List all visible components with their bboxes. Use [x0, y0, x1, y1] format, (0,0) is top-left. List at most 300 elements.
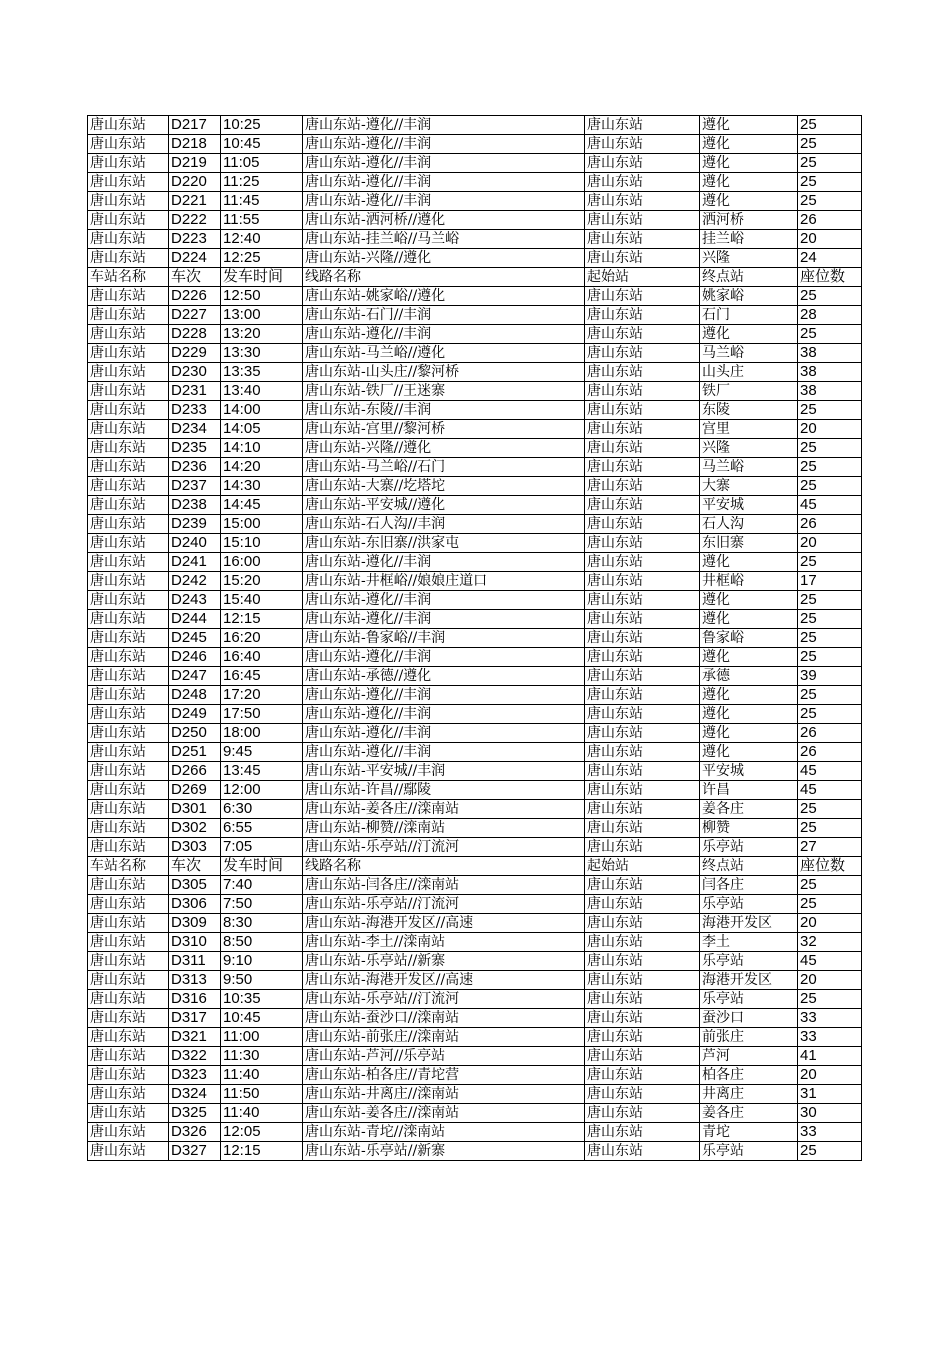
train-number-cell: D241 [169, 553, 221, 572]
route-name-cell: 唐山东站-平安城//遵化 [303, 496, 585, 515]
train-number-cell: D327 [169, 1142, 221, 1161]
departure-time-cell: 11:40 [221, 1066, 303, 1085]
train-number-cell: D222 [169, 211, 221, 230]
table-row [88, 401, 862, 420]
seat-count-cell: 45 [798, 952, 862, 971]
station-cell: 唐山东站 [88, 819, 169, 838]
train-number-cell: D227 [169, 306, 221, 325]
origin-station-cell: 唐山东站 [585, 382, 700, 401]
train-number-cell: D301 [169, 800, 221, 819]
terminal-station-cell: 遵化 [700, 648, 798, 667]
station-cell: 唐山东站 [88, 420, 169, 439]
terminal-station-cell: 东陵 [700, 401, 798, 420]
route-name-cell: 唐山东站-遵化//丰润 [303, 192, 585, 211]
route-name-cell: 唐山东站-柳赞//滦南站 [303, 819, 585, 838]
station-cell: 唐山东站 [88, 724, 169, 743]
origin-station-cell: 唐山东站 [585, 458, 700, 477]
station-cell: 唐山东站 [88, 781, 169, 800]
route-name-cell: 唐山东站-东旧寨//洪家屯 [303, 534, 585, 553]
origin-station-cell: 唐山东站 [585, 724, 700, 743]
origin-station-cell: 唐山东站 [585, 1009, 700, 1028]
departure-time-cell: 13:00 [221, 306, 303, 325]
table-row [88, 648, 862, 667]
station-cell: 唐山东站 [88, 211, 169, 230]
origin-station-cell: 唐山东站 [585, 363, 700, 382]
station-cell: 唐山东站 [88, 439, 169, 458]
route-name-cell: 唐山东站-乐亭站//汀流河 [303, 990, 585, 1009]
train-number-cell: D243 [169, 591, 221, 610]
terminal-station-cell: 遵化 [700, 743, 798, 762]
table-row [88, 173, 862, 192]
origin-station-cell: 唐山东站 [585, 306, 700, 325]
table-row [88, 667, 862, 686]
train-number-cell: D233 [169, 401, 221, 420]
seat-count-cell: 24 [798, 249, 862, 268]
table-row [88, 1028, 862, 1047]
seat-count-cell: 25 [798, 325, 862, 344]
station-cell: 唐山东站 [88, 363, 169, 382]
seat-count-cell: 25 [798, 610, 862, 629]
route-name-cell: 唐山东站-蚕沙口//滦南站 [303, 1009, 585, 1028]
route-name-cell: 唐山东站-姚家峪//遵化 [303, 287, 585, 306]
column-header: 起始站 [585, 857, 700, 876]
table-row [88, 1104, 862, 1123]
terminal-station-cell: 平安城 [700, 762, 798, 781]
departure-time-cell: 18:00 [221, 724, 303, 743]
origin-station-cell: 唐山东站 [585, 154, 700, 173]
terminal-station-cell: 柳赞 [700, 819, 798, 838]
origin-station-cell: 唐山东站 [585, 1066, 700, 1085]
origin-station-cell: 唐山东站 [585, 401, 700, 420]
terminal-station-cell: 遵化 [700, 591, 798, 610]
seat-count-cell: 39 [798, 667, 862, 686]
origin-station-cell: 唐山东站 [585, 971, 700, 990]
departure-time-cell: 11:05 [221, 154, 303, 173]
station-cell: 唐山东站 [88, 116, 169, 135]
origin-station-cell: 唐山东站 [585, 838, 700, 857]
terminal-station-cell: 兴隆 [700, 439, 798, 458]
origin-station-cell: 唐山东站 [585, 762, 700, 781]
train-number-cell: D306 [169, 895, 221, 914]
seat-count-cell: 20 [798, 230, 862, 249]
departure-time-cell: 6:55 [221, 819, 303, 838]
station-cell: 唐山东站 [88, 591, 169, 610]
terminal-station-cell: 乐亭站 [700, 895, 798, 914]
table-row [88, 382, 862, 401]
route-name-cell: 唐山东站-洒河桥//遵化 [303, 211, 585, 230]
origin-station-cell: 唐山东站 [585, 667, 700, 686]
route-name-cell: 唐山东站-前张庄//滦南站 [303, 1028, 585, 1047]
seat-count-cell: 25 [798, 477, 862, 496]
departure-time-cell: 11:00 [221, 1028, 303, 1047]
seat-count-cell: 25 [798, 135, 862, 154]
terminal-station-cell: 柏各庄 [700, 1066, 798, 1085]
bus-schedule-table [87, 115, 862, 1161]
table-row [88, 515, 862, 534]
table-row [88, 724, 862, 743]
table-row [88, 686, 862, 705]
origin-station-cell: 唐山东站 [585, 287, 700, 306]
seat-count-cell: 25 [798, 591, 862, 610]
route-name-cell: 唐山东站-遵化//丰润 [303, 135, 585, 154]
origin-station-cell: 唐山东站 [585, 914, 700, 933]
seat-count-cell: 32 [798, 933, 862, 952]
terminal-station-cell: 马兰峪 [700, 458, 798, 477]
departure-time-cell: 12:05 [221, 1123, 303, 1142]
station-cell: 唐山东站 [88, 648, 169, 667]
train-number-cell: D226 [169, 287, 221, 306]
terminal-station-cell: 遵化 [700, 610, 798, 629]
terminal-station-cell: 遵化 [700, 154, 798, 173]
terminal-station-cell: 石门 [700, 306, 798, 325]
seat-count-cell: 33 [798, 1123, 862, 1142]
departure-time-cell: 14:10 [221, 439, 303, 458]
origin-station-cell: 唐山东站 [585, 420, 700, 439]
origin-station-cell: 唐山东站 [585, 743, 700, 762]
route-name-cell: 唐山东站-许昌//鄢陵 [303, 781, 585, 800]
station-cell: 唐山东站 [88, 610, 169, 629]
table-row [88, 800, 862, 819]
route-name-cell: 唐山东站-遵化//丰润 [303, 743, 585, 762]
station-cell: 唐山东站 [88, 325, 169, 344]
table-row [88, 591, 862, 610]
route-name-cell: 唐山东站-山头庄//黎河桥 [303, 363, 585, 382]
departure-time-cell: 13:45 [221, 762, 303, 781]
origin-station-cell: 唐山东站 [585, 344, 700, 363]
station-cell: 唐山东站 [88, 1066, 169, 1085]
table-header-row [88, 857, 862, 876]
table-row [88, 572, 862, 591]
terminal-station-cell: 大寨 [700, 477, 798, 496]
column-header: 发车时间 [221, 268, 303, 287]
table-row [88, 705, 862, 724]
departure-time-cell: 6:30 [221, 800, 303, 819]
terminal-station-cell: 姜各庄 [700, 800, 798, 819]
seat-count-cell: 25 [798, 705, 862, 724]
station-cell: 唐山东站 [88, 154, 169, 173]
terminal-station-cell: 遵化 [700, 116, 798, 135]
origin-station-cell: 唐山东站 [585, 819, 700, 838]
departure-time-cell: 16:45 [221, 667, 303, 686]
train-number-cell: D316 [169, 990, 221, 1009]
origin-station-cell: 唐山东站 [585, 648, 700, 667]
departure-time-cell: 13:40 [221, 382, 303, 401]
station-cell: 唐山东站 [88, 135, 169, 154]
route-name-cell: 唐山东站-铁厂//王迷寨 [303, 382, 585, 401]
train-number-cell: D242 [169, 572, 221, 591]
column-header: 发车时间 [221, 857, 303, 876]
seat-count-cell: 45 [798, 762, 862, 781]
column-header: 线路名称 [303, 857, 585, 876]
origin-station-cell: 唐山东站 [585, 553, 700, 572]
table-row [88, 496, 862, 515]
seat-count-cell: 25 [798, 401, 862, 420]
train-number-cell: D322 [169, 1047, 221, 1066]
route-name-cell: 唐山东站-闫各庄//滦南站 [303, 876, 585, 895]
train-number-cell: D326 [169, 1123, 221, 1142]
origin-station-cell: 唐山东站 [585, 800, 700, 819]
terminal-station-cell: 乐亭站 [700, 838, 798, 857]
origin-station-cell: 唐山东站 [585, 477, 700, 496]
route-name-cell: 唐山东站-乐亭站//新寨 [303, 1142, 585, 1161]
departure-time-cell: 16:20 [221, 629, 303, 648]
station-cell: 唐山东站 [88, 572, 169, 591]
seat-count-cell: 20 [798, 971, 862, 990]
station-cell: 唐山东站 [88, 458, 169, 477]
train-number-cell: D220 [169, 173, 221, 192]
seat-count-cell: 25 [798, 895, 862, 914]
train-number-cell: D310 [169, 933, 221, 952]
station-cell: 唐山东站 [88, 534, 169, 553]
table-row [88, 344, 862, 363]
departure-time-cell: 14:20 [221, 458, 303, 477]
train-number-cell: D238 [169, 496, 221, 515]
origin-station-cell: 唐山东站 [585, 1047, 700, 1066]
table-row [88, 1085, 862, 1104]
terminal-station-cell: 李土 [700, 933, 798, 952]
origin-station-cell: 唐山东站 [585, 629, 700, 648]
station-cell: 唐山东站 [88, 1104, 169, 1123]
station-cell: 唐山东站 [88, 1028, 169, 1047]
station-cell: 唐山东站 [88, 667, 169, 686]
origin-station-cell: 唐山东站 [585, 211, 700, 230]
departure-time-cell: 15:40 [221, 591, 303, 610]
seat-count-cell: 25 [798, 800, 862, 819]
train-number-cell: D231 [169, 382, 221, 401]
route-name-cell: 唐山东站-遵化//丰润 [303, 173, 585, 192]
route-name-cell: 唐山东站-遵化//丰润 [303, 686, 585, 705]
station-cell: 唐山东站 [88, 173, 169, 192]
table-row [88, 610, 862, 629]
terminal-station-cell: 井离庄 [700, 1085, 798, 1104]
departure-time-cell: 14:30 [221, 477, 303, 496]
departure-time-cell: 7:05 [221, 838, 303, 857]
terminal-station-cell: 东旧寨 [700, 534, 798, 553]
table-row [88, 762, 862, 781]
table-row [88, 287, 862, 306]
train-number-cell: D251 [169, 743, 221, 762]
route-name-cell: 唐山东站-海港开发区//高速 [303, 971, 585, 990]
train-number-cell: D237 [169, 477, 221, 496]
departure-time-cell: 15:10 [221, 534, 303, 553]
departure-time-cell: 17:50 [221, 705, 303, 724]
route-name-cell: 唐山东站-遵化//丰润 [303, 648, 585, 667]
station-cell: 唐山东站 [88, 895, 169, 914]
table-row [88, 135, 862, 154]
seat-count-cell: 30 [798, 1104, 862, 1123]
origin-station-cell: 唐山东站 [585, 534, 700, 553]
departure-time-cell: 7:40 [221, 876, 303, 895]
table-row [88, 477, 862, 496]
departure-time-cell: 12:15 [221, 1142, 303, 1161]
route-name-cell: 唐山东站-井框峪//娘娘庄道口 [303, 572, 585, 591]
route-name-cell: 唐山东站-遵化//丰润 [303, 325, 585, 344]
station-cell: 唐山东站 [88, 743, 169, 762]
departure-time-cell: 13:20 [221, 325, 303, 344]
terminal-station-cell: 挂兰峪 [700, 230, 798, 249]
train-number-cell: D317 [169, 1009, 221, 1028]
train-number-cell: D324 [169, 1085, 221, 1104]
seat-count-cell: 45 [798, 781, 862, 800]
terminal-station-cell: 石人沟 [700, 515, 798, 534]
table-row [88, 819, 862, 838]
train-number-cell: D323 [169, 1066, 221, 1085]
train-number-cell: D269 [169, 781, 221, 800]
departure-time-cell: 8:30 [221, 914, 303, 933]
table-row [88, 1123, 862, 1142]
route-name-cell: 唐山东站-承德//遵化 [303, 667, 585, 686]
column-header: 终点站 [700, 268, 798, 287]
seat-count-cell: 25 [798, 192, 862, 211]
station-cell: 唐山东站 [88, 1142, 169, 1161]
seat-count-cell: 20 [798, 914, 862, 933]
seat-count-cell: 25 [798, 173, 862, 192]
table-row [88, 895, 862, 914]
station-cell: 唐山东站 [88, 952, 169, 971]
seat-count-cell: 25 [798, 648, 862, 667]
seat-count-cell: 28 [798, 306, 862, 325]
origin-station-cell: 唐山东站 [585, 1028, 700, 1047]
departure-time-cell: 12:00 [221, 781, 303, 800]
terminal-station-cell: 山头庄 [700, 363, 798, 382]
station-cell: 唐山东站 [88, 1047, 169, 1066]
terminal-station-cell: 许昌 [700, 781, 798, 800]
origin-station-cell: 唐山东站 [585, 116, 700, 135]
table-row [88, 876, 862, 895]
route-name-cell: 唐山东站-柏各庄//青坨营 [303, 1066, 585, 1085]
train-number-cell: D219 [169, 154, 221, 173]
route-name-cell: 唐山东站-遵化//丰润 [303, 116, 585, 135]
table-row [88, 230, 862, 249]
train-number-cell: D223 [169, 230, 221, 249]
table-row [88, 743, 862, 762]
terminal-station-cell: 遵化 [700, 553, 798, 572]
table-row [88, 990, 862, 1009]
terminal-station-cell: 井框峪 [700, 572, 798, 591]
train-number-cell: D325 [169, 1104, 221, 1123]
train-number-cell: D217 [169, 116, 221, 135]
train-number-cell: D321 [169, 1028, 221, 1047]
terminal-station-cell: 承德 [700, 667, 798, 686]
departure-time-cell: 14:00 [221, 401, 303, 420]
table-row [88, 154, 862, 173]
table-row [88, 971, 862, 990]
column-header: 线路名称 [303, 268, 585, 287]
table-row [88, 838, 862, 857]
column-header: 车站名称 [88, 857, 169, 876]
departure-time-cell: 13:30 [221, 344, 303, 363]
seat-count-cell: 25 [798, 287, 862, 306]
route-name-cell: 唐山东站-宫里//黎河桥 [303, 420, 585, 439]
terminal-station-cell: 兴隆 [700, 249, 798, 268]
seat-count-cell: 33 [798, 1028, 862, 1047]
origin-station-cell: 唐山东站 [585, 952, 700, 971]
seat-count-cell: 25 [798, 458, 862, 477]
column-header: 座位数 [798, 857, 862, 876]
terminal-station-cell: 乐亭站 [700, 952, 798, 971]
station-cell: 唐山东站 [88, 344, 169, 363]
origin-station-cell: 唐山东站 [585, 990, 700, 1009]
seat-count-cell: 25 [798, 686, 862, 705]
departure-time-cell: 11:25 [221, 173, 303, 192]
route-name-cell: 唐山东站-青坨//滦南站 [303, 1123, 585, 1142]
station-cell: 唐山东站 [88, 515, 169, 534]
train-number-cell: D246 [169, 648, 221, 667]
column-header: 车次 [169, 268, 221, 287]
origin-station-cell: 唐山东站 [585, 610, 700, 629]
origin-station-cell: 唐山东站 [585, 1085, 700, 1104]
station-cell: 唐山东站 [88, 553, 169, 572]
station-cell: 唐山东站 [88, 876, 169, 895]
table-row [88, 1066, 862, 1085]
seat-count-cell: 20 [798, 534, 862, 553]
route-name-cell: 唐山东站-乐亭站//汀流河 [303, 895, 585, 914]
terminal-station-cell: 姚家峪 [700, 287, 798, 306]
route-name-cell: 唐山东站-井离庄//滦南站 [303, 1085, 585, 1104]
route-name-cell: 唐山东站-石门//丰润 [303, 306, 585, 325]
terminal-station-cell: 芦河 [700, 1047, 798, 1066]
table-row [88, 1009, 862, 1028]
seat-count-cell: 25 [798, 819, 862, 838]
train-number-cell: D236 [169, 458, 221, 477]
terminal-station-cell: 洒河桥 [700, 211, 798, 230]
terminal-station-cell: 遵化 [700, 686, 798, 705]
origin-station-cell: 唐山东站 [585, 496, 700, 515]
seat-count-cell: 38 [798, 382, 862, 401]
departure-time-cell: 10:45 [221, 1009, 303, 1028]
train-number-cell: D249 [169, 705, 221, 724]
table-row [88, 781, 862, 800]
terminal-station-cell: 前张庄 [700, 1028, 798, 1047]
origin-station-cell: 唐山东站 [585, 591, 700, 610]
station-cell: 唐山东站 [88, 477, 169, 496]
table-row [88, 1047, 862, 1066]
station-cell: 唐山东站 [88, 990, 169, 1009]
train-number-cell: D240 [169, 534, 221, 553]
departure-time-cell: 11:30 [221, 1047, 303, 1066]
column-header: 座位数 [798, 268, 862, 287]
origin-station-cell: 唐山东站 [585, 192, 700, 211]
route-name-cell: 唐山东站-乐亭站//新寨 [303, 952, 585, 971]
train-number-cell: D248 [169, 686, 221, 705]
train-number-cell: D303 [169, 838, 221, 857]
seat-count-cell: 38 [798, 363, 862, 382]
table-row [88, 952, 862, 971]
route-name-cell: 唐山东站-兴隆//遵化 [303, 439, 585, 458]
route-name-cell: 唐山东站-遵化//丰润 [303, 705, 585, 724]
table-row [88, 192, 862, 211]
table-row [88, 211, 862, 230]
station-cell: 唐山东站 [88, 1009, 169, 1028]
table-row [88, 1142, 862, 1161]
route-name-cell: 唐山东站-遵化//丰润 [303, 724, 585, 743]
origin-station-cell: 唐山东站 [585, 325, 700, 344]
route-name-cell: 唐山东站-芦河//乐亭站 [303, 1047, 585, 1066]
route-name-cell: 唐山东站-姜各庄//滦南站 [303, 800, 585, 819]
departure-time-cell: 10:45 [221, 135, 303, 154]
route-name-cell: 唐山东站-兴隆//遵化 [303, 249, 585, 268]
terminal-station-cell: 闫各庄 [700, 876, 798, 895]
seat-count-cell: 45 [798, 496, 862, 515]
train-number-cell: D230 [169, 363, 221, 382]
origin-station-cell: 唐山东站 [585, 515, 700, 534]
route-name-cell: 唐山东站-大寨//圪塔坨 [303, 477, 585, 496]
table-row [88, 534, 862, 553]
departure-time-cell: 11:45 [221, 192, 303, 211]
seat-count-cell: 26 [798, 211, 862, 230]
route-name-cell: 唐山东站-挂兰峪//马兰峪 [303, 230, 585, 249]
departure-time-cell: 14:05 [221, 420, 303, 439]
